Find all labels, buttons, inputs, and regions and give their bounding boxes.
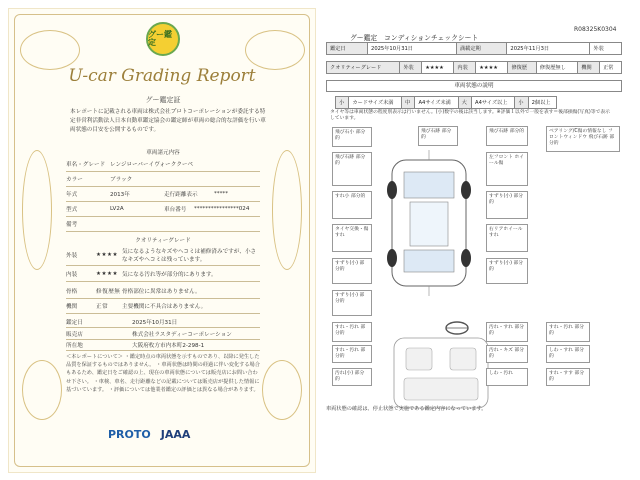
callout-right-5: すずり(小) 部分的 [486, 258, 528, 284]
car-diagram-interior [382, 332, 500, 414]
callout-left-1: 飛び石小 部分的 [332, 127, 372, 147]
date-table: 鑑定日 2025年10月31日 満載定期 2025年11月3日 外装 [326, 42, 622, 55]
interior-callout-7: すれ・汚れ 部分的 [546, 322, 590, 342]
callout-left-5: すずり(小) 部分的 [332, 258, 372, 284]
certificate-body-text: 本レポートに記載される車両は株式会社プロトコーポレーションが委託する特定非営利活動法人日本自動車鑑定協会の鑑定師が車両の総合的な評価を行い車両状態の目安を公開するものです。 [70, 109, 266, 133]
certificate-title: U-car Grading Report [68, 66, 256, 86]
interior-callout-9: すれ・すす 部分的 [546, 368, 590, 386]
interior-callout-8: しわ・すれ 部分的 [546, 345, 590, 363]
spec-row-name: 車名・グレード レンジローバーイヴォーククーペ [66, 157, 260, 172]
jaaa-logo: JAAA [160, 427, 191, 441]
inspection-date-row: 鑑定日 2025年10月31日 [66, 316, 260, 328]
callout-right-3: すずり(小) 部分的 [486, 191, 528, 219]
ornament-top-left [20, 30, 80, 70]
interior-callout-6: しわ・汚れ [486, 368, 528, 386]
callout-right-4: 右リアホイール すれ [486, 224, 528, 252]
proto-logo: PROTO [108, 427, 151, 441]
quality-row-interior: 内装 ★★★★ 気になる汚れ等が部分的にあります。 [66, 266, 260, 282]
quality-section-title: クオリティーグレード [135, 238, 191, 244]
sheet-code: R08325K0304 [574, 26, 617, 33]
spec-section-title: 車両諸元内容 [146, 150, 180, 156]
ornament-top-right [245, 30, 305, 70]
goo-badge-icon: グー鑑定 [146, 22, 180, 56]
interior-callout-2: すれ・汚れ 部分的 [332, 345, 372, 363]
exterior-stars: ★★★★ [96, 251, 119, 258]
certificate-subtitle: グー鑑定証 [145, 96, 181, 104]
callout-mid-1: 飛び石跡 部分的 [418, 126, 458, 146]
spec-row-color: カラー ブラック [66, 172, 260, 187]
spec-row-model: 型式 LV2A 車台番号 ****************024 [66, 202, 260, 217]
interior-stars: ★★★★ [96, 270, 119, 277]
certificate-fine-print: ＜本レポートについて＞ ・鑑定時点の車両状態を示すものであり、以降に発生した品質を保証するものではありません。 ・車両状態は時間の経過に伴い変化する場合もあるため、鑑定日をご確認の上、現在の車両状態については販売店にお問い合わせ下さい。 ・車検、車名、走行距離などの記載については販売店が提供した情報に基づいています。 ・評価については他業者鑑定の評価とは異なる場合があります。 [66, 354, 260, 393]
callout-left-6: すずり(小) 部分的 [332, 290, 372, 316]
ornament-bottom-right [262, 360, 302, 420]
interior-callout-4: 汚れ・すれ 部分的 [486, 322, 528, 342]
callout-left-3: すれ小 部分的 [332, 191, 372, 219]
dealer-row: 販売店 株式会社ラスタディーコーポレーション [66, 328, 260, 340]
interior-callout-5: 汚れ・キズ 部分的 [486, 345, 528, 363]
callout-left-4: タイヤ交換・傷 すれ [332, 224, 372, 252]
spec-row-remarks: 備考 [66, 217, 260, 232]
legend-note: タイヤ等は車両状態の程度別表示は行いません。(小)数字の後は該当します。※評価１以外で一般を表す＝後部損傷(写真)等で表示しています。 [330, 110, 610, 122]
callout-right-2: 左フロント ホイール傷 [486, 152, 528, 186]
callout-right-1: 飛び石跡 部分的 [486, 126, 528, 146]
interior-callout-1: すれ・汚れ 部分的 [332, 322, 372, 342]
ornament-bottom-left [22, 360, 62, 420]
address-row: 所在地 大阪府枚方市内本町2-298-1 [66, 339, 260, 351]
quality-row-exterior: 外装 ★★★★ 気になるようなキズやヘコミは補修済みですが、小さなキズやヘコミは残っています。 [66, 244, 260, 266]
car-diagram-top [370, 150, 488, 296]
footer-logos [108, 426, 224, 442]
ornament-left [22, 150, 52, 270]
interior-callout-3: 汚れ(小) 部分的 [332, 368, 372, 386]
quality-grade-table: クオリティーグレード 外装 ★★★★ 内装 ★★★★ 修復歴 修復歴無し 機関 正常 [326, 61, 622, 74]
quality-row-engine: 機関 正常 主要機関に不具合はありません。 [66, 298, 260, 314]
condition-section-title: 車両状態の説明 [326, 80, 622, 92]
sheet-title: グー鑑定 コンディションチェックシート [350, 34, 479, 42]
windshield-note: ベアリング/C傷の情報なし フロントウィンドウ 飛び石跡 部分的 [546, 126, 620, 152]
ornament-right [272, 150, 302, 270]
sheet-footer-note: 車両状態の確認は、停止状態で実施である鑑定内容になっています。 [326, 406, 487, 412]
quality-row-frame: 骨格 修復歴無 骨格部位に異常はありません。 [66, 283, 260, 299]
callout-left-2: 飛び石跡 部分的 [332, 152, 372, 186]
spec-row-year: 年式 2013年 走行距離表示 ***** [66, 187, 260, 202]
size-legend-table: 小 カードサイズ未満 中 A4サイズ未満 大 A4サイズ以上 小 2個以上 [335, 96, 557, 109]
